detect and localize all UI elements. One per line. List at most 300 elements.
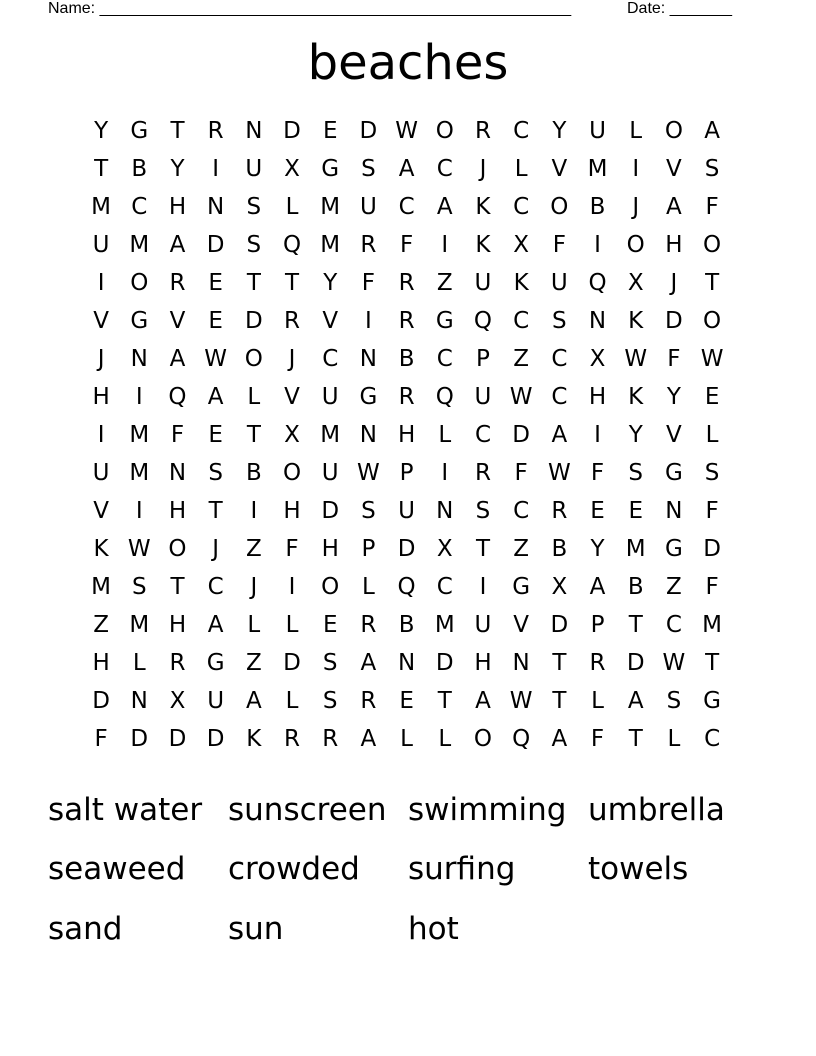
grid-letter: H	[321, 536, 339, 562]
grid-letter: W	[509, 384, 533, 410]
grid-letter: I	[594, 232, 601, 258]
grid-letter: U	[589, 118, 606, 144]
grid-letter: K	[475, 194, 491, 220]
grid-letter: A	[245, 688, 262, 714]
grid-letter: J	[479, 156, 487, 182]
word-bank-row	[48, 780, 768, 840]
grid-letter: S	[704, 156, 720, 182]
grid-letter: I	[212, 156, 220, 182]
grid-letter: B	[131, 156, 148, 182]
grid-letter: L	[705, 422, 719, 448]
grid-letter: Y	[666, 384, 681, 410]
grid-letter: Q	[168, 384, 187, 410]
grid-letter: L	[438, 726, 452, 752]
grid-letter: Y	[552, 118, 567, 144]
grid-letter: N	[588, 308, 607, 334]
grid-letter: M	[320, 232, 341, 258]
grid-letter: A	[475, 688, 491, 714]
grid-letter: D	[703, 536, 721, 562]
grid-letter: R	[398, 270, 415, 296]
grid-letter: B	[398, 346, 415, 372]
grid-letter: I	[479, 574, 487, 600]
word-bank-item: sand	[48, 910, 123, 947]
grid-letter: T	[208, 498, 223, 524]
letter-grid	[82, 112, 732, 758]
grid-letter: B	[245, 460, 262, 486]
grid-letter: A	[704, 118, 720, 144]
grid-letter: Z	[513, 346, 530, 372]
grid-letter: Z	[245, 650, 262, 676]
grid-letter: S	[322, 688, 338, 714]
grid-letter: I	[135, 384, 143, 410]
grid-letter: I	[365, 308, 372, 334]
grid-letter: R	[360, 232, 377, 258]
grid-letter: C	[436, 346, 453, 372]
grid-row	[82, 378, 732, 416]
grid-letter: M	[434, 612, 455, 638]
grid-letter: E	[208, 270, 223, 296]
grid-letter: I	[594, 422, 601, 448]
grid-letter: C	[207, 574, 224, 600]
grid-letter: G	[664, 536, 683, 562]
grid-letter: T	[285, 270, 300, 296]
grid-letter: L	[285, 194, 299, 220]
grid-letter: Q	[435, 384, 454, 410]
grid-letter: M	[320, 194, 341, 220]
grid-letter: D	[92, 688, 110, 714]
grid-letter: D	[665, 308, 683, 334]
grid-row	[82, 492, 732, 530]
grid-letter: B	[589, 194, 606, 220]
grid-letter: C	[436, 574, 453, 600]
word-bank-item: swimming	[408, 791, 567, 828]
grid-letter: W	[127, 536, 151, 562]
grid-letter: D	[168, 726, 187, 752]
grid-letter: L	[629, 118, 643, 144]
grid-letter: S	[246, 232, 262, 258]
grid-letter: E	[704, 384, 720, 410]
grid-letter: R	[207, 118, 224, 144]
grid-letter: O	[168, 536, 187, 562]
grid-letter: B	[627, 574, 644, 600]
grid-letter: A	[169, 346, 186, 372]
grid-letter: C	[513, 308, 530, 334]
word-bank-item: salt water	[48, 791, 203, 828]
grid-letter: T	[628, 726, 643, 752]
grid-letter: D	[397, 536, 416, 562]
grid-row	[82, 264, 732, 302]
grid-letter: M	[129, 612, 150, 638]
grid-letter: N	[397, 650, 416, 676]
grid-letter: C	[474, 422, 491, 448]
grid-letter: L	[247, 612, 261, 638]
grid-letter: O	[435, 118, 454, 144]
grid-letter: T	[437, 688, 452, 714]
grid-letter: B	[398, 612, 415, 638]
grid-letter: U	[550, 270, 568, 296]
grid-letter: T	[170, 118, 185, 144]
grid-letter: D	[435, 650, 454, 676]
grid-letter: C	[436, 156, 453, 182]
word-bank-item: umbrella	[588, 791, 725, 828]
grid-letter: R	[474, 460, 491, 486]
grid-letter: D	[359, 118, 378, 144]
grid-letter: V	[322, 308, 339, 334]
grid-letter: H	[397, 422, 416, 448]
grid-letter: R	[360, 612, 377, 638]
grid-letter: E	[322, 612, 338, 638]
grid-letter: I	[135, 498, 143, 524]
grid-letter: V	[551, 156, 568, 182]
worksheet-header	[48, 0, 748, 20]
grid-letter: F	[170, 422, 185, 448]
grid-letter: S	[131, 574, 147, 600]
grid-row	[82, 720, 732, 758]
grid-letter: C	[665, 612, 682, 638]
grid-letter: A	[360, 650, 377, 676]
grid-letter: U	[207, 688, 225, 714]
grid-letter: D	[206, 726, 225, 752]
grid-letter: J	[97, 346, 105, 372]
grid-letter: E	[208, 422, 223, 448]
grid-letter: V	[513, 612, 530, 638]
grid-letter: N	[359, 422, 378, 448]
grid-letter: T	[552, 650, 567, 676]
grid-row	[82, 226, 732, 264]
grid-letter: O	[244, 346, 263, 372]
grid-letter: Z	[245, 536, 262, 562]
grid-letter: N	[512, 650, 530, 676]
grid-letter: L	[285, 688, 299, 714]
grid-letter: K	[513, 270, 529, 296]
grid-letter: O	[130, 270, 149, 296]
grid-letter: G	[512, 574, 531, 600]
grid-letter: U	[474, 612, 492, 638]
grid-letter: D	[550, 612, 569, 638]
grid-letter: X	[551, 574, 568, 600]
grid-letter: R	[589, 650, 606, 676]
grid-letter: C	[398, 194, 415, 220]
grid-letter: D	[244, 308, 263, 334]
grid-letter: T	[552, 688, 567, 714]
grid-letter: W	[509, 688, 533, 714]
word-bank-item: sun	[228, 910, 284, 947]
grid-letter: A	[551, 422, 568, 448]
grid-letter: F	[285, 536, 299, 562]
grid-letter: U	[321, 460, 339, 486]
grid-letter: L	[285, 612, 299, 638]
grid-letter: C	[513, 498, 530, 524]
grid-letter: I	[250, 498, 258, 524]
grid-letter: W	[204, 346, 228, 372]
grid-letter: A	[360, 726, 377, 752]
grid-letter: Q	[473, 308, 493, 334]
word-bank-item: seaweed	[48, 851, 186, 888]
grid-letter: Y	[170, 156, 185, 182]
name-field-label: Name: _____________________________________________________	[48, 0, 572, 17]
grid-letter: N	[436, 498, 454, 524]
grid-letter: V	[93, 498, 109, 524]
grid-letter: O	[550, 194, 569, 220]
grid-letter: M	[587, 156, 608, 182]
grid-letter: G	[130, 308, 149, 334]
grid-letter: O	[473, 726, 493, 752]
grid-letter: E	[399, 688, 414, 714]
grid-letter: L	[400, 726, 413, 752]
grid-letter: V	[169, 308, 186, 334]
grid-letter: N	[207, 194, 225, 220]
grid-letter: Y	[94, 118, 109, 144]
grid-letter: H	[168, 612, 187, 638]
grid-letter: S	[208, 460, 223, 486]
grid-letter: T	[705, 270, 720, 296]
grid-letter: R	[551, 498, 568, 524]
grid-letter: P	[590, 612, 605, 638]
grid-letter: F	[705, 498, 719, 524]
grid-letter: V	[666, 156, 682, 182]
grid-letter: C	[551, 384, 568, 410]
grid-letter: M	[129, 422, 150, 448]
word-bank	[48, 780, 768, 959]
grid-letter: S	[628, 460, 644, 486]
grid-letter: E	[322, 118, 338, 144]
grid-letter: L	[591, 688, 604, 714]
grid-letter: O	[703, 308, 722, 334]
grid-letter: R	[284, 726, 301, 752]
grid-row	[82, 454, 732, 492]
grid-letter: X	[627, 270, 644, 296]
grid-letter: S	[246, 194, 262, 220]
grid-row	[82, 112, 732, 150]
word-bank-item: surfing	[408, 851, 516, 888]
grid-letter: J	[288, 346, 296, 372]
grid-letter: X	[169, 688, 186, 714]
page-title: beaches	[307, 35, 509, 91]
grid-letter: U	[92, 460, 110, 486]
grid-letter: T	[475, 536, 490, 562]
grid-letter: G	[435, 308, 454, 334]
grid-letter: R	[322, 726, 339, 752]
grid-letter: G	[703, 688, 721, 714]
grid-letter: R	[398, 384, 415, 410]
word-bank-item: hot	[408, 910, 459, 947]
grid-letter: L	[514, 156, 528, 182]
grid-letter: C	[513, 194, 530, 220]
grid-letter: Y	[323, 270, 338, 296]
grid-letter: E	[208, 308, 223, 334]
grid-letter: I	[288, 574, 296, 600]
grid-letter: D	[283, 118, 301, 144]
grid-letter: H	[92, 650, 110, 676]
grid-letter: W	[547, 460, 571, 486]
grid-letter: Y	[590, 536, 605, 562]
grid-letter: S	[704, 460, 720, 486]
grid-letter: R	[169, 650, 186, 676]
grid-letter: G	[130, 118, 149, 144]
grid-letter: G	[359, 384, 378, 410]
grid-letter: P	[361, 536, 376, 562]
grid-letter: B	[551, 536, 568, 562]
grid-letter: F	[705, 194, 719, 220]
grid-row	[82, 606, 732, 644]
grid-letter: C	[131, 194, 148, 220]
grid-letter: R	[169, 270, 186, 296]
grid-letter: F	[399, 232, 414, 258]
grid-letter: H	[665, 232, 683, 258]
grid-letter: G	[321, 156, 340, 182]
grid-letter: F	[552, 232, 566, 258]
grid-letter: M	[91, 194, 112, 220]
word-bank-item: sunscreen	[228, 791, 387, 828]
word-bank-item: crowded	[228, 851, 360, 888]
grid-letter: H	[168, 194, 187, 220]
grid-letter: A	[398, 156, 415, 182]
grid-letter: C	[513, 118, 530, 144]
grid-letter: X	[284, 156, 300, 182]
grid-letter: F	[705, 574, 719, 600]
grid-letter: A	[207, 384, 224, 410]
grid-letter: S	[361, 498, 376, 524]
grid-letter: U	[474, 384, 492, 410]
grid-letter: T	[170, 574, 185, 600]
grid-letter: I	[441, 232, 449, 258]
grid-letter: D	[283, 650, 301, 676]
grid-letter: L	[132, 650, 146, 676]
grid-letter: V	[666, 422, 682, 448]
grid-letter: U	[398, 498, 416, 524]
grid-letter: T	[246, 270, 261, 296]
grid-letter: T	[628, 612, 643, 638]
grid-letter: V	[93, 308, 109, 334]
grid-letter: C	[551, 346, 568, 372]
grid-letter: M	[129, 460, 150, 486]
grid-letter: W	[662, 650, 686, 676]
grid-letter: F	[361, 270, 376, 296]
grid-letter: H	[588, 384, 607, 410]
grid-letter: Q	[397, 574, 416, 600]
grid-letter: A	[589, 574, 606, 600]
grid-letter: Z	[513, 536, 530, 562]
grid-letter: A	[169, 232, 186, 258]
grid-letter: A	[551, 726, 568, 752]
grid-letter: M	[91, 574, 112, 600]
grid-letter: J	[670, 270, 678, 296]
grid-letter: H	[283, 498, 301, 524]
grid-letter: P	[399, 460, 414, 486]
grid-letter: W	[700, 346, 724, 372]
grid-letter: H	[168, 498, 187, 524]
word-bank-row	[48, 899, 768, 959]
grid-letter: F	[590, 726, 605, 752]
grid-letter: S	[322, 650, 338, 676]
grid-letter: A	[666, 194, 682, 220]
grid-row	[82, 150, 732, 188]
grid-row	[82, 340, 732, 378]
grid-letter: M	[625, 536, 646, 562]
grid-letter: T	[705, 650, 720, 676]
grid-letter: M	[320, 422, 341, 448]
grid-letter: I	[441, 460, 449, 486]
grid-letter: E	[590, 498, 605, 524]
grid-letter: S	[552, 308, 567, 334]
grid-letter: D	[626, 650, 645, 676]
grid-letter: F	[590, 460, 605, 486]
grid-letter: S	[361, 156, 376, 182]
grid-letter: K	[93, 536, 109, 562]
grid-letter: N	[130, 688, 148, 714]
grid-letter: R	[474, 118, 491, 144]
grid-letter: X	[513, 232, 530, 258]
grid-letter: C	[322, 346, 339, 372]
grid-letter: U	[359, 194, 377, 220]
grid-letter: O	[282, 460, 302, 486]
grid-letter: J	[212, 536, 220, 562]
grid-letter: S	[666, 688, 682, 714]
grid-letter: X	[436, 536, 453, 562]
grid-letter: R	[284, 308, 301, 334]
grid-letter: X	[284, 422, 300, 448]
grid-letter: U	[245, 156, 263, 182]
grid-letter: A	[436, 194, 453, 220]
grid-letter: H	[474, 650, 492, 676]
grid-letter: V	[284, 384, 300, 410]
grid-row	[82, 682, 732, 720]
grid-letter: W	[357, 460, 380, 486]
grid-letter: L	[247, 384, 261, 410]
grid-letter: Q	[512, 726, 531, 752]
grid-letter: P	[476, 346, 490, 372]
grid-letter: U	[321, 384, 339, 410]
grid-letter: G	[664, 460, 683, 486]
grid-row	[82, 302, 732, 340]
grid-row	[82, 530, 732, 568]
grid-letter: D	[321, 498, 340, 524]
grid-letter: U	[92, 232, 110, 258]
grid-letter: U	[474, 270, 492, 296]
date-field-label: Date: _______	[627, 0, 732, 17]
grid-letter: O	[703, 232, 722, 258]
grid-letter: F	[667, 346, 681, 372]
grid-letter: O	[321, 574, 340, 600]
grid-letter: N	[245, 118, 263, 144]
grid-letter: H	[92, 384, 110, 410]
word-bank-item: towels	[588, 851, 689, 888]
grid-letter: N	[130, 346, 148, 372]
grid-letter: K	[246, 726, 262, 752]
grid-letter: T	[246, 422, 261, 448]
grid-letter: L	[361, 574, 375, 600]
grid-row	[82, 188, 732, 226]
grid-letter: A	[627, 688, 644, 714]
grid-row	[82, 644, 732, 682]
grid-letter: X	[589, 346, 606, 372]
grid-letter: J	[250, 574, 258, 600]
grid-letter: R	[398, 308, 415, 334]
grid-letter: T	[94, 156, 109, 182]
grid-letter: K	[628, 308, 644, 334]
grid-letter: E	[628, 498, 643, 524]
grid-letter: W	[395, 118, 418, 144]
grid-letter: S	[475, 498, 491, 524]
grid-letter: L	[438, 422, 452, 448]
word-bank-row	[48, 840, 768, 900]
grid-letter: D	[512, 422, 531, 448]
grid-letter: Q	[588, 270, 607, 296]
grid-letter: O	[626, 232, 645, 258]
grid-letter: J	[632, 194, 640, 220]
grid-letter: R	[360, 688, 377, 714]
grid-letter: A	[207, 612, 224, 638]
